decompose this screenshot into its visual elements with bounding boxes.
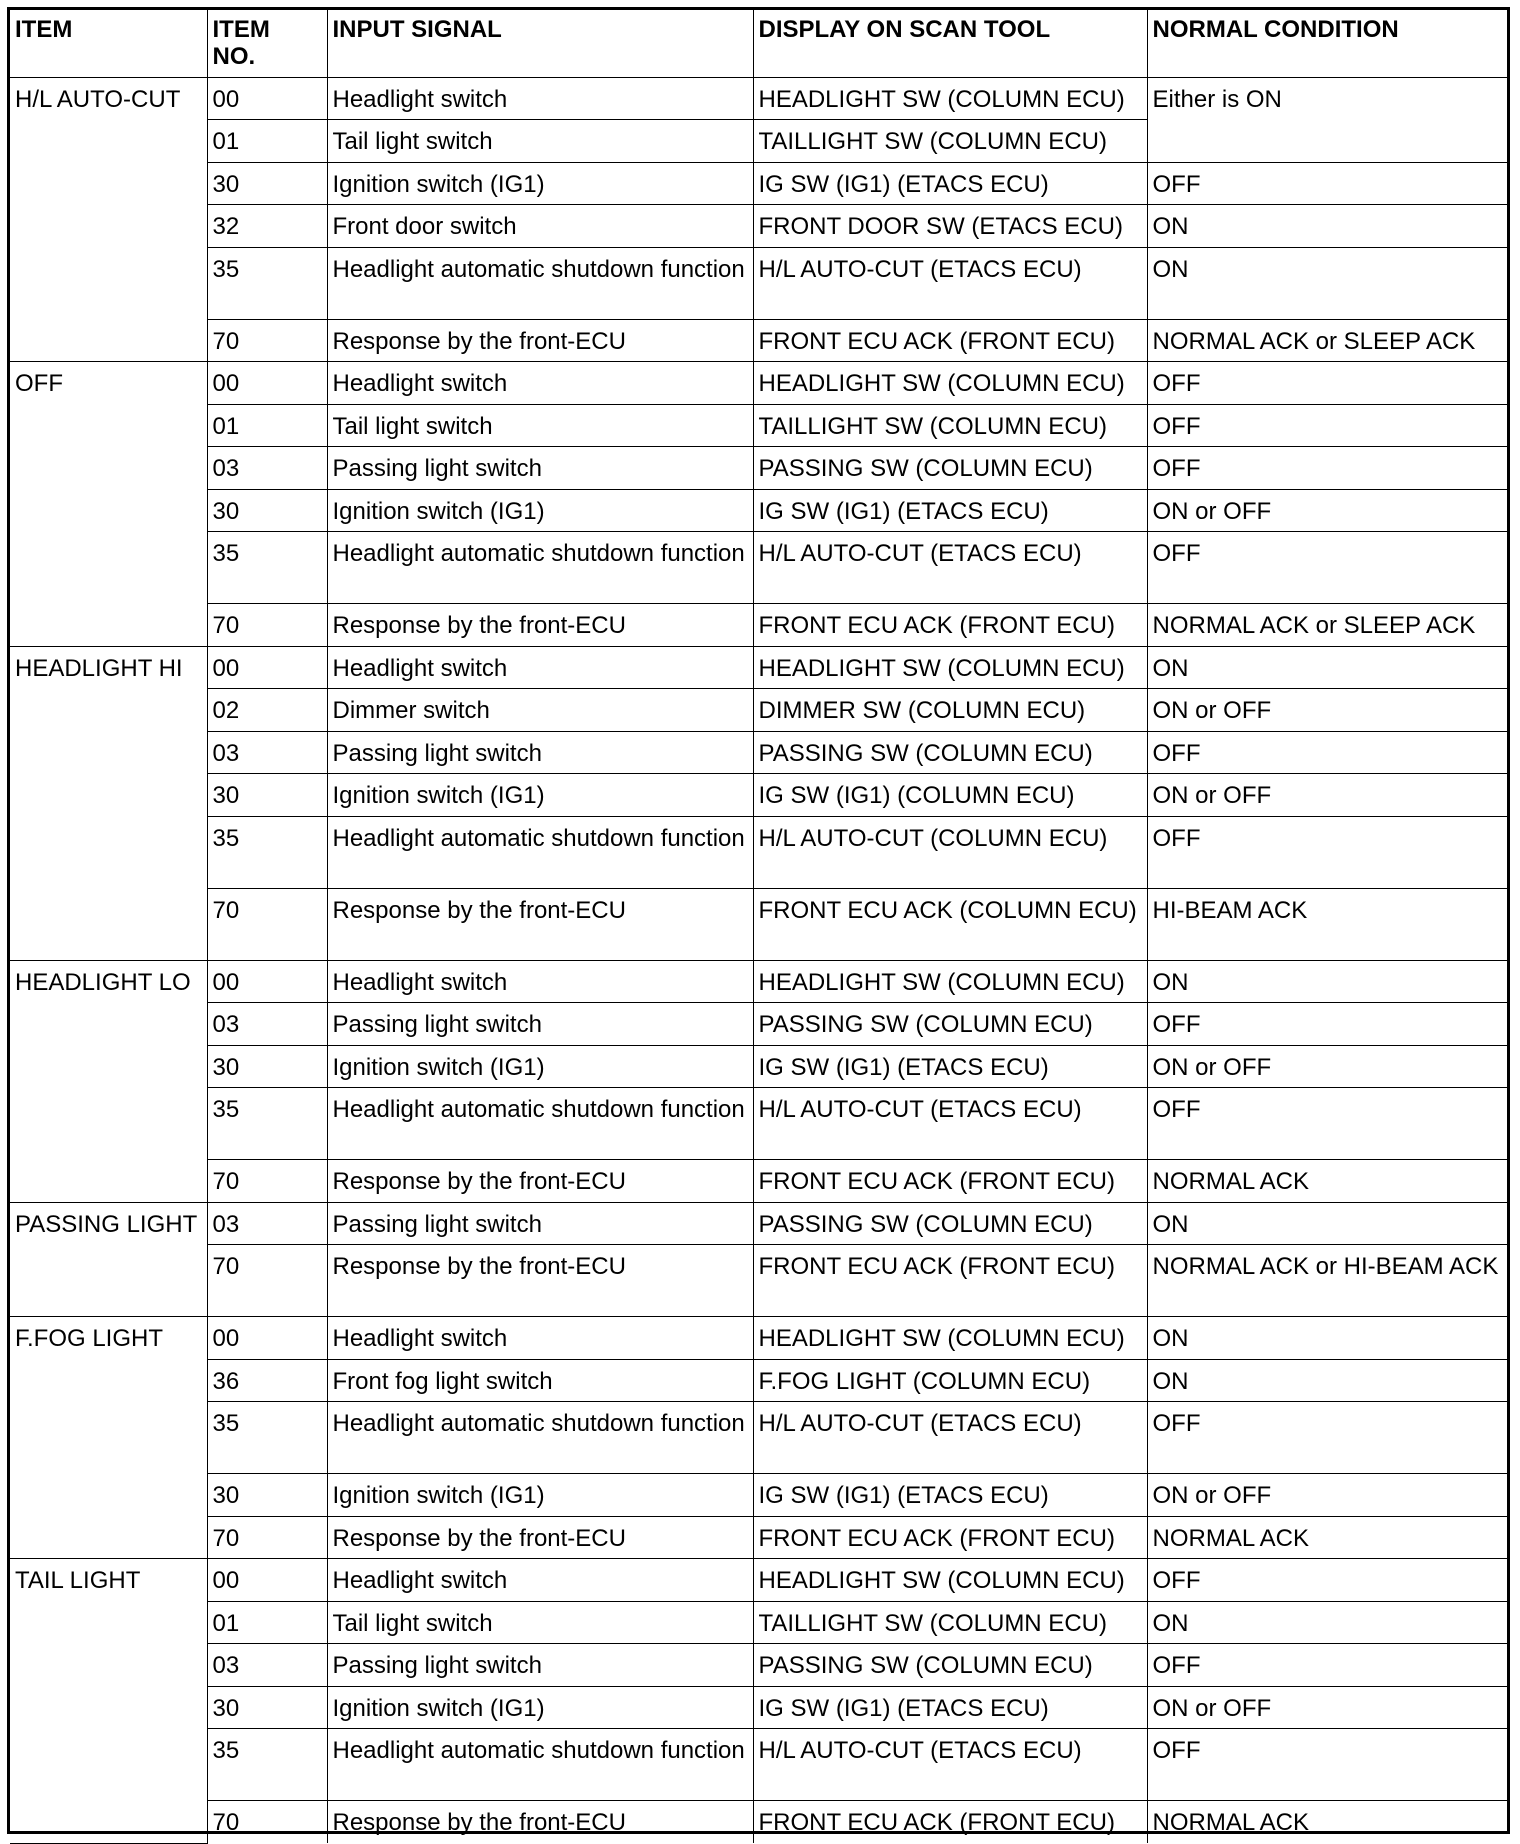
display-cell: IG SW (IG1) (ETACS ECU) bbox=[753, 1045, 1147, 1088]
input-signal-cell: Response by the front-ECU bbox=[327, 604, 753, 647]
item-no-cell: 00 bbox=[207, 646, 327, 689]
normal-condition-cell: OFF bbox=[1147, 1088, 1507, 1160]
table-row bbox=[10, 1202, 1507, 1245]
input-signal-cell: Ignition switch (IG1) bbox=[327, 1686, 753, 1729]
item-group-label: OFF bbox=[10, 362, 207, 647]
item-group-label: TAIL LIGHT bbox=[10, 1559, 207, 1844]
normal-condition-cell: OFF bbox=[1147, 362, 1507, 405]
table-row bbox=[10, 1359, 1507, 1402]
display-cell: FRONT ECU ACK (FRONT ECU) bbox=[753, 319, 1147, 362]
display-cell: H/L AUTO-CUT (ETACS ECU) bbox=[753, 532, 1147, 604]
item-no-cell: 00 bbox=[207, 1559, 327, 1602]
table-row bbox=[10, 532, 1507, 604]
table-row bbox=[10, 1045, 1507, 1088]
input-signal-cell: Headlight automatic shutdown function bbox=[327, 1729, 753, 1801]
input-signal-cell: Headlight automatic shutdown function bbox=[327, 1402, 753, 1474]
item-no-cell: 30 bbox=[207, 162, 327, 205]
display-cell: HEADLIGHT SW (COLUMN ECU) bbox=[753, 960, 1147, 1003]
item-no-cell: 70 bbox=[207, 1245, 327, 1317]
normal-condition-cell: OFF bbox=[1147, 731, 1507, 774]
input-signal-cell: Dimmer switch bbox=[327, 689, 753, 732]
input-signal-cell: Headlight switch bbox=[327, 960, 753, 1003]
normal-condition-cell: ON or OFF bbox=[1147, 1474, 1507, 1517]
table-row bbox=[10, 1729, 1507, 1801]
input-signal-cell: Ignition switch (IG1) bbox=[327, 489, 753, 532]
header-input-signal: INPUT SIGNAL bbox=[327, 10, 753, 77]
table-row bbox=[10, 960, 1507, 1003]
table-row bbox=[10, 604, 1507, 647]
header-item: ITEM bbox=[10, 10, 207, 77]
item-no-cell: 00 bbox=[207, 362, 327, 405]
item-no-cell: 70 bbox=[207, 1516, 327, 1559]
table-row bbox=[10, 1317, 1507, 1360]
display-cell: FRONT ECU ACK (COLUMN ECU) bbox=[753, 888, 1147, 960]
normal-condition-cell: ON bbox=[1147, 1202, 1507, 1245]
input-signal-cell: Headlight switch bbox=[327, 362, 753, 405]
normal-condition-cell: NORMAL ACK bbox=[1147, 1516, 1507, 1559]
display-cell: TAILLIGHT SW (COLUMN ECU) bbox=[753, 1601, 1147, 1644]
normal-condition-cell: NORMAL ACK or SLEEP ACK bbox=[1147, 604, 1507, 647]
item-no-cell: 30 bbox=[207, 1045, 327, 1088]
scan-tool-data-table bbox=[7, 7, 1510, 1834]
table-row bbox=[10, 1402, 1507, 1474]
input-signal-cell: Ignition switch (IG1) bbox=[327, 774, 753, 817]
input-signal-cell: Response by the front-ECU bbox=[327, 1160, 753, 1203]
table-row bbox=[10, 162, 1507, 205]
item-no-cell: 30 bbox=[207, 1474, 327, 1517]
normal-condition-cell: OFF bbox=[1147, 1402, 1507, 1474]
normal-condition-cell: OFF bbox=[1147, 1003, 1507, 1046]
table-row bbox=[10, 774, 1507, 817]
item-no-cell: 35 bbox=[207, 1402, 327, 1474]
normal-condition-cell: ON or OFF bbox=[1147, 689, 1507, 732]
input-signal-cell: Headlight switch bbox=[327, 77, 753, 120]
item-no-cell: 35 bbox=[207, 1088, 327, 1160]
display-cell: FRONT ECU ACK (FRONT ECU) bbox=[753, 1516, 1147, 1559]
item-no-cell: 00 bbox=[207, 1317, 327, 1360]
item-no-cell: 03 bbox=[207, 731, 327, 774]
display-cell: PASSING SW (COLUMN ECU) bbox=[753, 1644, 1147, 1687]
normal-condition-cell: NORMAL ACK bbox=[1147, 1160, 1507, 1203]
display-cell: H/L AUTO-CUT (ETACS ECU) bbox=[753, 1729, 1147, 1801]
input-signal-cell: Headlight automatic shutdown function bbox=[327, 816, 753, 888]
display-cell: IG SW (IG1) (ETACS ECU) bbox=[753, 1686, 1147, 1729]
input-signal-cell: Tail light switch bbox=[327, 120, 753, 163]
normal-condition-cell: NORMAL ACK bbox=[1147, 1801, 1507, 1844]
item-group-label: H/L AUTO-CUT bbox=[10, 77, 207, 362]
item-no-cell: 35 bbox=[207, 816, 327, 888]
normal-condition-cell: ON bbox=[1147, 1359, 1507, 1402]
normal-condition-cell: OFF bbox=[1147, 1644, 1507, 1687]
table-row bbox=[10, 689, 1507, 732]
table-row bbox=[10, 888, 1507, 960]
normal-condition-cell: NORMAL ACK or HI-BEAM ACK bbox=[1147, 1245, 1507, 1317]
display-cell: PASSING SW (COLUMN ECU) bbox=[753, 447, 1147, 490]
normal-condition-cell: ON bbox=[1147, 646, 1507, 689]
table-row bbox=[10, 1516, 1507, 1559]
input-signal-cell: Response by the front-ECU bbox=[327, 1801, 753, 1844]
table-row bbox=[10, 205, 1507, 248]
input-signal-cell: Headlight switch bbox=[327, 1317, 753, 1360]
item-no-cell: 00 bbox=[207, 960, 327, 1003]
item-group-label: HEADLIGHT HI bbox=[10, 646, 207, 960]
normal-condition-cell: ON or OFF bbox=[1147, 489, 1507, 532]
item-no-cell: 01 bbox=[207, 404, 327, 447]
normal-condition-cell: ON bbox=[1147, 205, 1507, 248]
item-no-cell: 03 bbox=[207, 447, 327, 490]
input-signal-cell: Tail light switch bbox=[327, 1601, 753, 1644]
input-signal-cell: Passing light switch bbox=[327, 1202, 753, 1245]
table-row bbox=[10, 447, 1507, 490]
item-no-cell: 30 bbox=[207, 489, 327, 532]
display-cell: H/L AUTO-CUT (ETACS ECU) bbox=[753, 1402, 1147, 1474]
normal-condition-cell: OFF bbox=[1147, 816, 1507, 888]
normal-condition-cell: HI-BEAM ACK bbox=[1147, 888, 1507, 960]
input-signal-cell: Front door switch bbox=[327, 205, 753, 248]
table-row bbox=[10, 319, 1507, 362]
input-signal-cell: Headlight switch bbox=[327, 646, 753, 689]
item-no-cell: 70 bbox=[207, 1801, 327, 1844]
display-cell: TAILLIGHT SW (COLUMN ECU) bbox=[753, 404, 1147, 447]
display-cell: F.FOG LIGHT (COLUMN ECU) bbox=[753, 1359, 1147, 1402]
item-no-cell: 70 bbox=[207, 1160, 327, 1203]
item-no-cell: 30 bbox=[207, 1686, 327, 1729]
table-row bbox=[10, 1644, 1507, 1687]
item-group-label: HEADLIGHT LO bbox=[10, 960, 207, 1202]
input-signal-cell: Ignition switch (IG1) bbox=[327, 1045, 753, 1088]
item-no-cell: 01 bbox=[207, 120, 327, 163]
item-no-cell: 35 bbox=[207, 532, 327, 604]
normal-condition-cell: OFF bbox=[1147, 162, 1507, 205]
normal-condition-cell: ON or OFF bbox=[1147, 774, 1507, 817]
input-signal-cell: Ignition switch (IG1) bbox=[327, 1474, 753, 1517]
input-signal-cell: Passing light switch bbox=[327, 731, 753, 774]
display-cell: DIMMER SW (COLUMN ECU) bbox=[753, 689, 1147, 732]
normal-condition-cell: OFF bbox=[1147, 1559, 1507, 1602]
display-cell: HEADLIGHT SW (COLUMN ECU) bbox=[753, 77, 1147, 120]
display-cell: H/L AUTO-CUT (ETACS ECU) bbox=[753, 247, 1147, 319]
table-row bbox=[10, 77, 1507, 120]
table-row bbox=[10, 362, 1507, 405]
input-signal-cell: Response by the front-ECU bbox=[327, 1516, 753, 1559]
item-no-cell: 70 bbox=[207, 888, 327, 960]
table-row bbox=[10, 1003, 1507, 1046]
item-no-cell: 70 bbox=[207, 604, 327, 647]
item-no-cell: 35 bbox=[207, 1729, 327, 1801]
normal-condition-cell: ON bbox=[1147, 1601, 1507, 1644]
normal-condition-cell: Either is ON bbox=[1147, 77, 1507, 162]
input-signal-cell: Response by the front-ECU bbox=[327, 1245, 753, 1317]
display-cell: PASSING SW (COLUMN ECU) bbox=[753, 731, 1147, 774]
normal-condition-cell: ON or OFF bbox=[1147, 1686, 1507, 1729]
display-cell: H/L AUTO-CUT (COLUMN ECU) bbox=[753, 816, 1147, 888]
input-signal-cell: Headlight switch bbox=[327, 1559, 753, 1602]
input-signal-cell: Headlight automatic shutdown function bbox=[327, 1088, 753, 1160]
table-row bbox=[10, 1686, 1507, 1729]
item-no-cell: 32 bbox=[207, 205, 327, 248]
normal-condition-cell: ON bbox=[1147, 1317, 1507, 1360]
item-no-cell: 70 bbox=[207, 319, 327, 362]
table-row bbox=[10, 1801, 1507, 1844]
normal-condition-cell: OFF bbox=[1147, 1729, 1507, 1801]
table-row bbox=[10, 489, 1507, 532]
input-signal-cell: Headlight automatic shutdown function bbox=[327, 532, 753, 604]
item-no-cell: 03 bbox=[207, 1202, 327, 1245]
display-cell: PASSING SW (COLUMN ECU) bbox=[753, 1202, 1147, 1245]
item-no-cell: 03 bbox=[207, 1644, 327, 1687]
input-signal-cell: Passing light switch bbox=[327, 1644, 753, 1687]
display-cell: FRONT ECU ACK (FRONT ECU) bbox=[753, 1245, 1147, 1317]
input-signal-cell: Headlight automatic shutdown function bbox=[327, 247, 753, 319]
item-no-cell: 01 bbox=[207, 1601, 327, 1644]
table-row bbox=[10, 1559, 1507, 1602]
data-table bbox=[10, 10, 1507, 1844]
table-row bbox=[10, 731, 1507, 774]
table-row bbox=[10, 1245, 1507, 1317]
item-no-cell: 36 bbox=[207, 1359, 327, 1402]
input-signal-cell: Response by the front-ECU bbox=[327, 888, 753, 960]
header-item-no: ITEM NO. bbox=[207, 10, 327, 77]
display-cell: IG SW (IG1) (ETACS ECU) bbox=[753, 1474, 1147, 1517]
normal-condition-cell: OFF bbox=[1147, 404, 1507, 447]
table-row bbox=[10, 247, 1507, 319]
normal-condition-cell: ON bbox=[1147, 960, 1507, 1003]
item-no-cell: 00 bbox=[207, 77, 327, 120]
table-row bbox=[10, 646, 1507, 689]
display-cell: HEADLIGHT SW (COLUMN ECU) bbox=[753, 362, 1147, 405]
table-row bbox=[10, 1160, 1507, 1203]
display-cell: IG SW (IG1) (ETACS ECU) bbox=[753, 162, 1147, 205]
table-row bbox=[10, 1601, 1507, 1644]
item-no-cell: 02 bbox=[207, 689, 327, 732]
display-cell: IG SW (IG1) (ETACS ECU) bbox=[753, 489, 1147, 532]
display-cell: HEADLIGHT SW (COLUMN ECU) bbox=[753, 1559, 1147, 1602]
normal-condition-cell: ON bbox=[1147, 247, 1507, 319]
header-normal-condition: NORMAL CONDITION bbox=[1147, 10, 1507, 77]
header-display-on-scan-tool: DISPLAY ON SCAN TOOL bbox=[753, 10, 1147, 77]
input-signal-cell: Response by the front-ECU bbox=[327, 319, 753, 362]
input-signal-cell: Tail light switch bbox=[327, 404, 753, 447]
display-cell: TAILLIGHT SW (COLUMN ECU) bbox=[753, 120, 1147, 163]
table-row bbox=[10, 404, 1507, 447]
display-cell: PASSING SW (COLUMN ECU) bbox=[753, 1003, 1147, 1046]
item-group-label: F.FOG LIGHT bbox=[10, 1317, 207, 1559]
display-cell: FRONT ECU ACK (FRONT ECU) bbox=[753, 604, 1147, 647]
normal-condition-cell: ON or OFF bbox=[1147, 1045, 1507, 1088]
display-cell: H/L AUTO-CUT (ETACS ECU) bbox=[753, 1088, 1147, 1160]
display-cell: FRONT DOOR SW (ETACS ECU) bbox=[753, 205, 1147, 248]
table-row bbox=[10, 1088, 1507, 1160]
input-signal-cell: Passing light switch bbox=[327, 447, 753, 490]
item-no-cell: 30 bbox=[207, 774, 327, 817]
table-row bbox=[10, 1474, 1507, 1517]
input-signal-cell: Front fog light switch bbox=[327, 1359, 753, 1402]
display-cell: HEADLIGHT SW (COLUMN ECU) bbox=[753, 646, 1147, 689]
display-cell: HEADLIGHT SW (COLUMN ECU) bbox=[753, 1317, 1147, 1360]
display-cell: IG SW (IG1) (COLUMN ECU) bbox=[753, 774, 1147, 817]
display-cell: FRONT ECU ACK (FRONT ECU) bbox=[753, 1160, 1147, 1203]
item-no-cell: 35 bbox=[207, 247, 327, 319]
header-row bbox=[10, 10, 1507, 77]
normal-condition-cell: NORMAL ACK or SLEEP ACK bbox=[1147, 319, 1507, 362]
input-signal-cell: Ignition switch (IG1) bbox=[327, 162, 753, 205]
item-group-label: PASSING LIGHT bbox=[10, 1202, 207, 1317]
normal-condition-cell: OFF bbox=[1147, 532, 1507, 604]
normal-condition-cell: OFF bbox=[1147, 447, 1507, 490]
item-no-cell: 03 bbox=[207, 1003, 327, 1046]
input-signal-cell: Passing light switch bbox=[327, 1003, 753, 1046]
table-row bbox=[10, 816, 1507, 888]
display-cell: FRONT ECU ACK (FRONT ECU) bbox=[753, 1801, 1147, 1844]
